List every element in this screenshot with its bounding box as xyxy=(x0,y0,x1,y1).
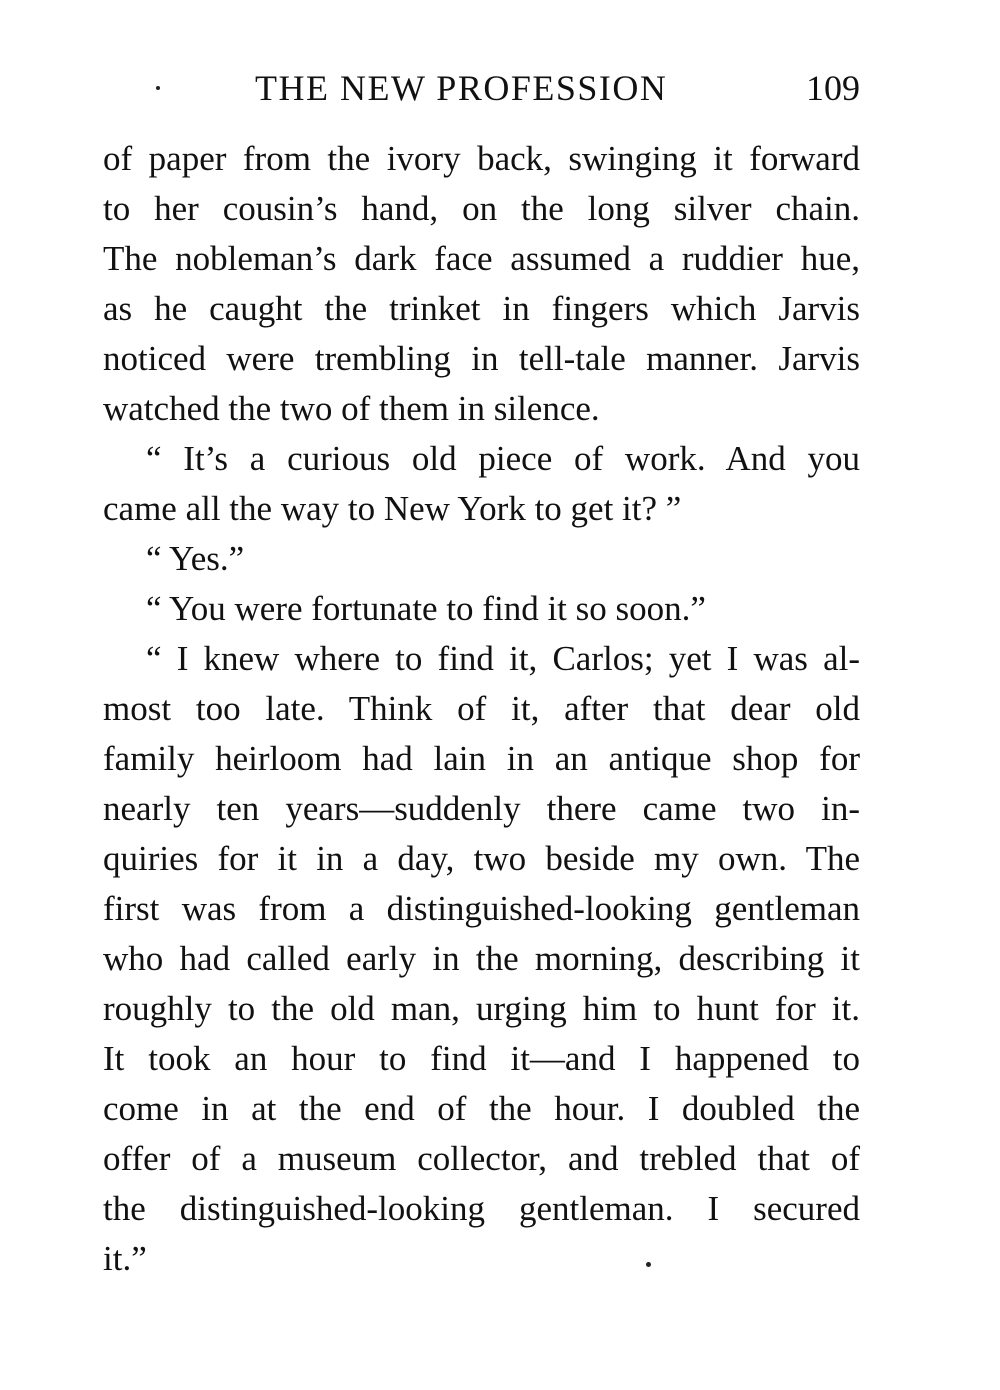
text-line: “ I knew where to find it, Carlos; yet I was al- xyxy=(146,639,860,678)
text-line: quiries for it in a day, two beside my own. The xyxy=(103,839,860,878)
text-line: to her cousin’s hand, on the long silver chain. xyxy=(103,189,860,228)
text-line: The nobleman’s dark face assumed a ruddier hue, xyxy=(103,239,860,278)
text-line: family heirloom had lain in an antique shop for xyxy=(103,739,860,778)
text-line: first was from a distinguished-looking gentleman xyxy=(103,889,860,928)
text-line: the distinguished-looking gentleman. I secured xyxy=(103,1189,860,1228)
text-line: noticed were trembling in tell-tale manner. Jarvis xyxy=(103,339,860,378)
text-line: of paper from the ivory back, swinging it forward xyxy=(103,139,860,178)
text-line: came all the way to New York to get it? ” xyxy=(103,489,682,528)
text-line: It took an hour to find it—and I happened to xyxy=(103,1039,860,1078)
text-line: offer of a museum collector, and trebled that of xyxy=(103,1139,860,1178)
text-line: who had called early in the morning, describing it xyxy=(103,939,860,978)
text-line: it.” xyxy=(103,1239,147,1278)
text-line: “ It’s a curious old piece of work. And you xyxy=(146,439,860,478)
text-line: as he caught the trinket in fingers which Jarvis xyxy=(103,289,860,328)
text-line: “ Yes.” xyxy=(146,539,245,578)
print-speck xyxy=(156,86,160,90)
text-line: watched the two of them in silence. xyxy=(103,389,600,428)
text-line: roughly to the old man, urging him to hunt for it. xyxy=(103,989,860,1028)
page-number: 109 xyxy=(806,68,860,108)
running-title: THE NEW PROFESSION xyxy=(255,68,668,108)
text-line: most too late. Think of it, after that dear old xyxy=(103,689,860,728)
text-line: nearly ten years—suddenly there came two in- xyxy=(103,789,860,828)
text-line: “ You were fortunate to find it so soon.” xyxy=(146,589,706,628)
text-line: come in at the end of the hour. I doubled the xyxy=(103,1089,860,1128)
running-head xyxy=(103,66,860,110)
